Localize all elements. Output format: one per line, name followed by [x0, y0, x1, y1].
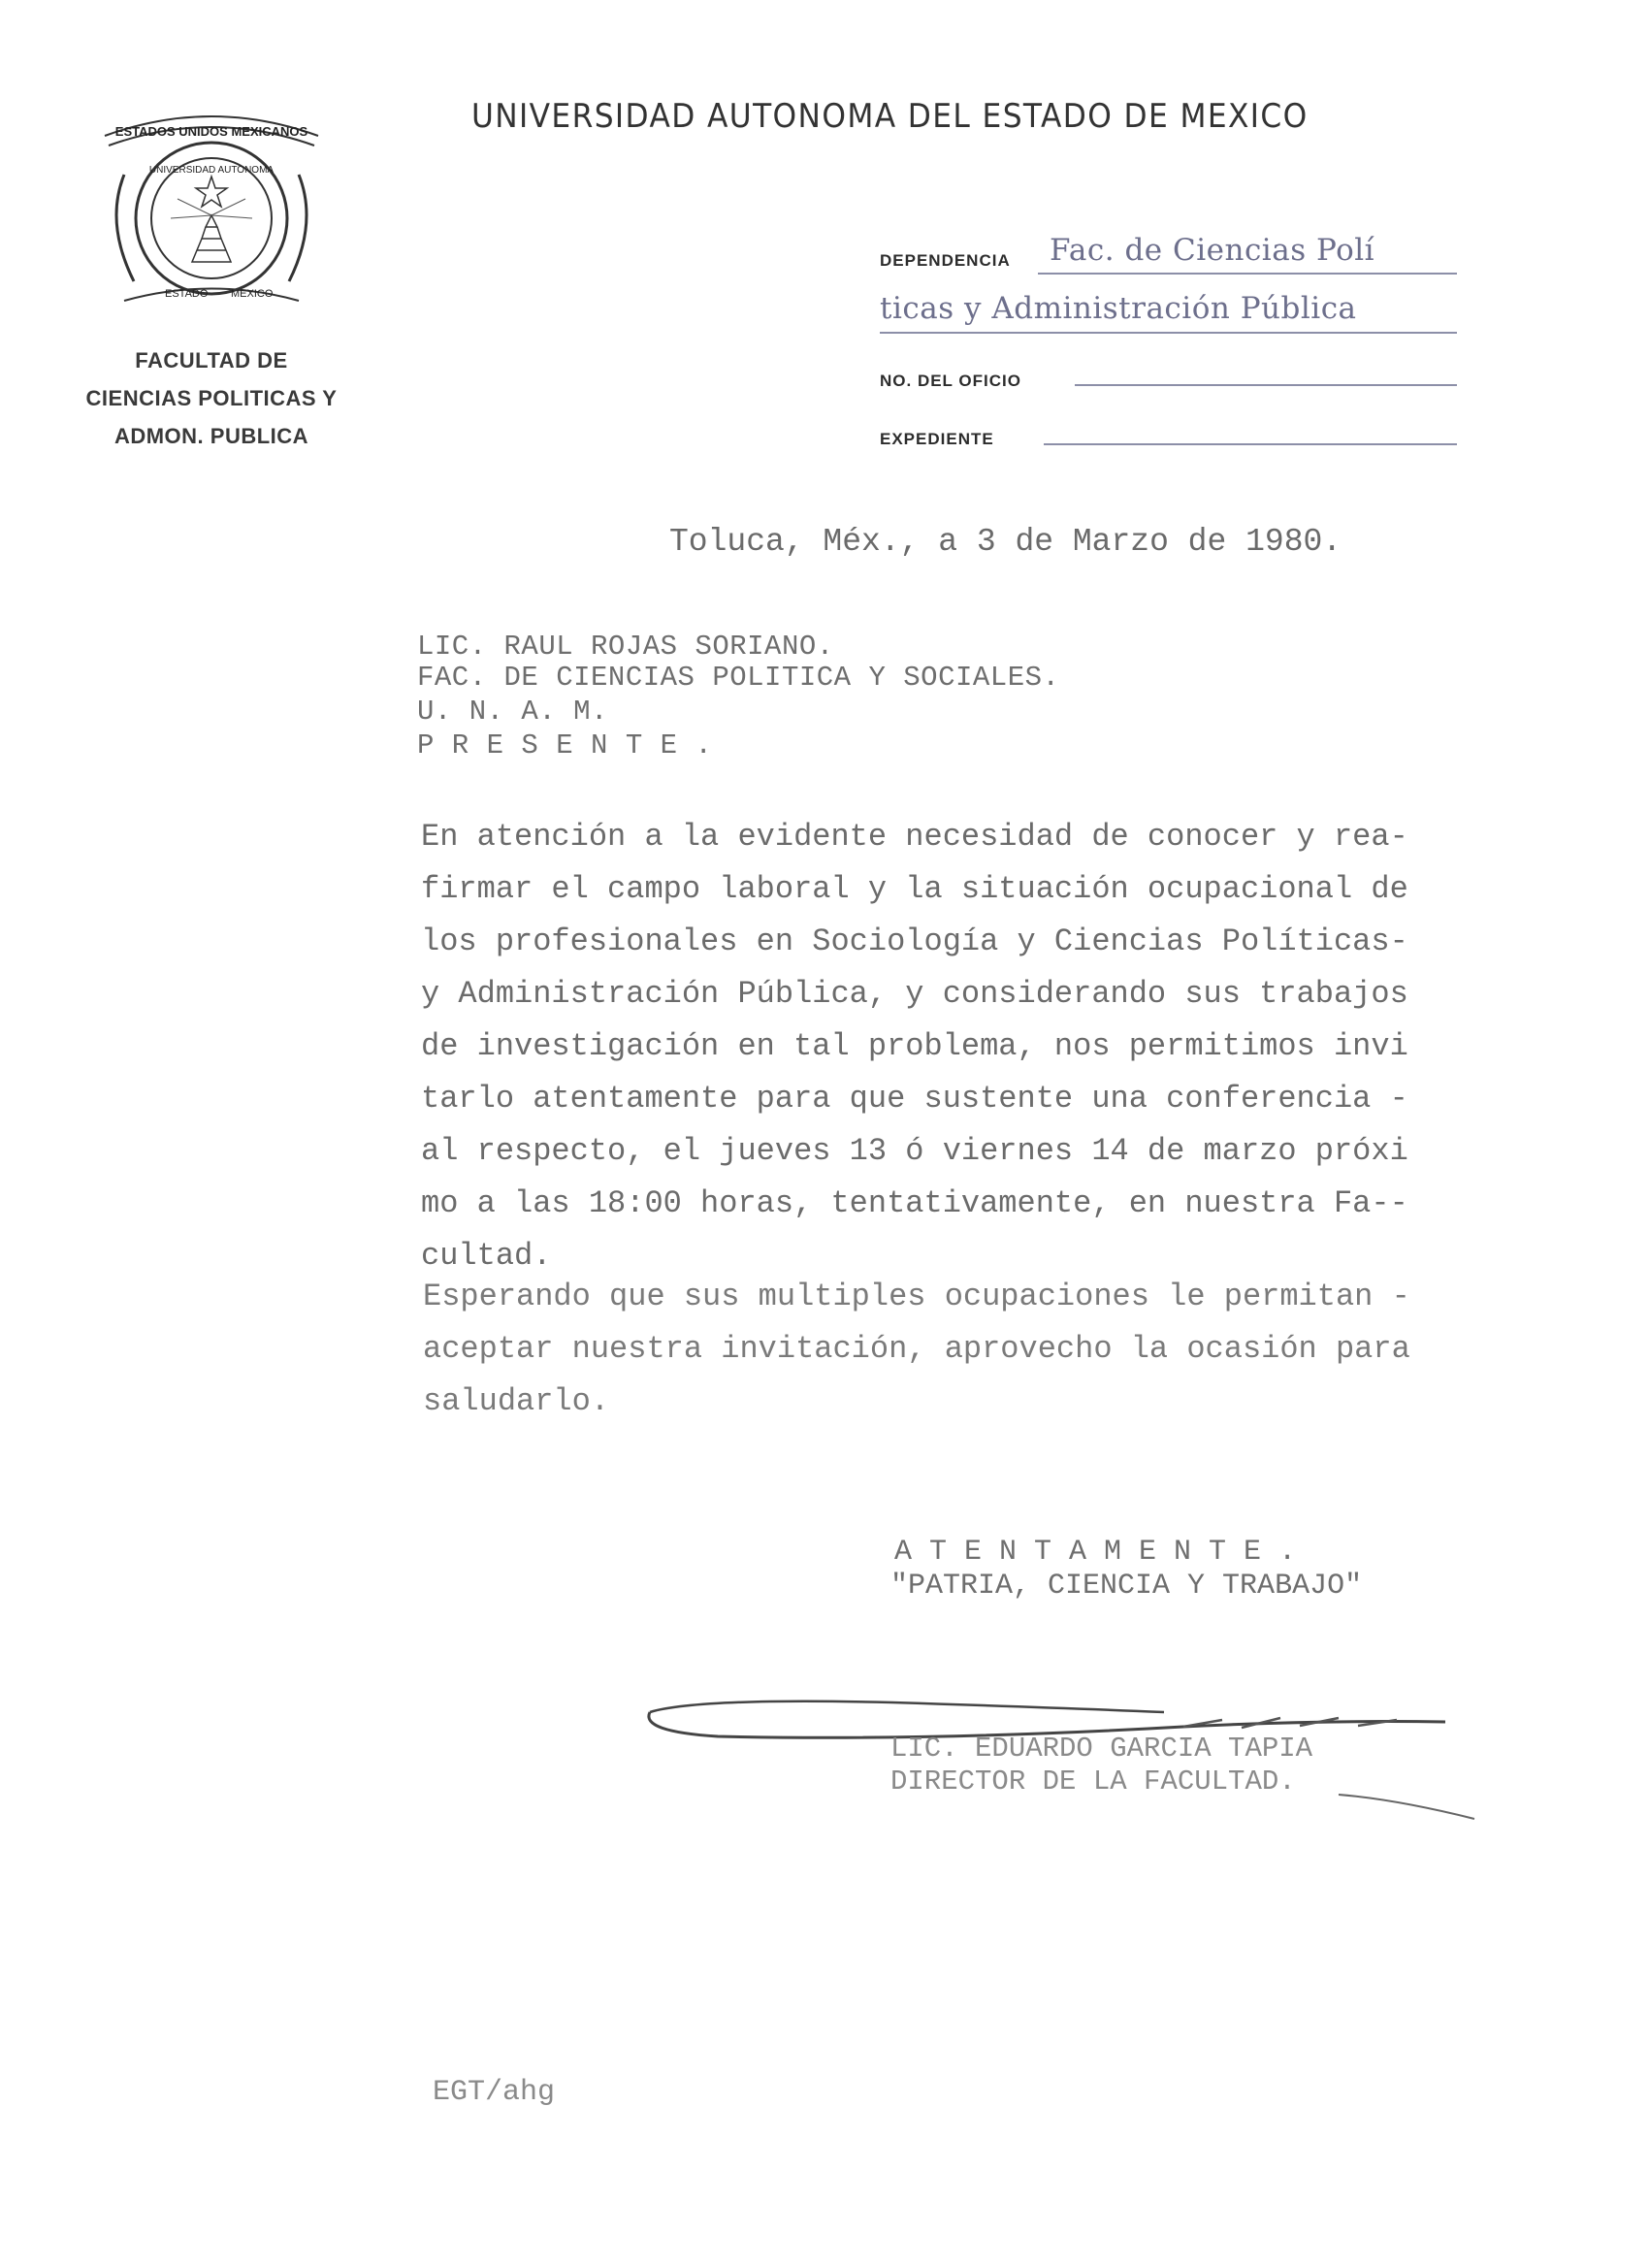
body-line: al respecto, el jueves 13 ó viernes 14 de marzo próxi	[421, 1133, 1408, 1169]
body-line: saludarlo.	[423, 1383, 610, 1419]
body-line: firmar el campo laboral y la situación ocupacional de	[421, 871, 1408, 907]
seal-top-text: ESTADOS UNIDOS MEXICANOS	[114, 124, 308, 139]
dependencia-rule-continued	[880, 332, 1457, 334]
body-line: aceptar nuestra invitación, aprovecho la ocasión para	[423, 1331, 1410, 1367]
addressee-line: FAC. DE CIENCIAS POLITICA Y SOCIALES.	[417, 662, 1060, 694]
body-paragraph-2	[423, 1271, 1410, 1428]
addressee-line: U. N. A. M.	[417, 696, 608, 728]
oficio-label: NO. DEL OFICIO	[880, 372, 1021, 390]
addressee-line: P R E S E N T E .	[417, 729, 713, 761]
closing-motto: "PATRIA, CIENCIA Y TRABAJO"	[890, 1570, 1363, 1603]
dependencia-label: DEPENDENCIA	[880, 251, 1011, 270]
faculty-name	[58, 341, 365, 455]
faculty-line: ADMON. PUBLICA	[113, 424, 309, 448]
body-line: tarlo atentamente para que sustente una conferencia -	[421, 1081, 1408, 1117]
faculty-line: CIENCIAS POLITICAS Y	[85, 386, 338, 410]
body-line: cultad.	[421, 1238, 552, 1274]
university-seal	[95, 107, 328, 315]
dependencia-value: Fac. de Ciencias Polí	[1050, 233, 1375, 268]
body-line: mo a las 18:00 horas, tentativamente, en nuestra Fa--	[421, 1185, 1408, 1221]
closing-line: A T E N T A M E N T E .	[894, 1536, 1297, 1569]
expediente-rule	[1044, 443, 1457, 445]
dependencia-value-continued: ticas y Administración Pública	[880, 291, 1357, 326]
body-line: Esperando que sus multiples ocupaciones le permitan -	[423, 1279, 1410, 1314]
seal-inner-text: UNIVERSIDAD AUTONOMA	[148, 165, 275, 176]
reference-initials: EGT/ahg	[433, 2076, 556, 2109]
expediente-label: EXPEDIENTE	[880, 430, 994, 448]
university-title: UNIVERSIDAD AUTONOMA DEL ESTADO DE MEXICO	[471, 97, 1309, 136]
oficio-rule	[1075, 384, 1457, 386]
body-line: de investigación en tal problema, nos permitimos invi	[421, 1028, 1408, 1064]
signatory-title: DIRECTOR DE LA FACULTAD.	[890, 1766, 1296, 1798]
body-line: En atención a la evidente necesidad de conocer y rea-	[421, 819, 1408, 855]
seal-bottom-right: MEXICO	[231, 288, 274, 300]
dependencia-rule	[1038, 273, 1457, 275]
date-line: Toluca, Méx., a 3 de Marzo de 1980.	[669, 524, 1342, 560]
body-line: los profesionales en Sociología y Ciencias Políticas-	[421, 923, 1408, 959]
body-line: y Administración Pública, y considerando sus trabajos	[421, 976, 1408, 1012]
signatory-name: LIC. EDUARDO GARCIA TAPIA	[890, 1733, 1313, 1765]
body-paragraph-1	[421, 811, 1408, 1282]
faculty-line: FACULTAD DE	[135, 348, 288, 373]
seal-bottom-left: ESTADO	[165, 288, 209, 300]
addressee-line: LIC. RAUL ROJAS SORIANO.	[417, 631, 834, 663]
